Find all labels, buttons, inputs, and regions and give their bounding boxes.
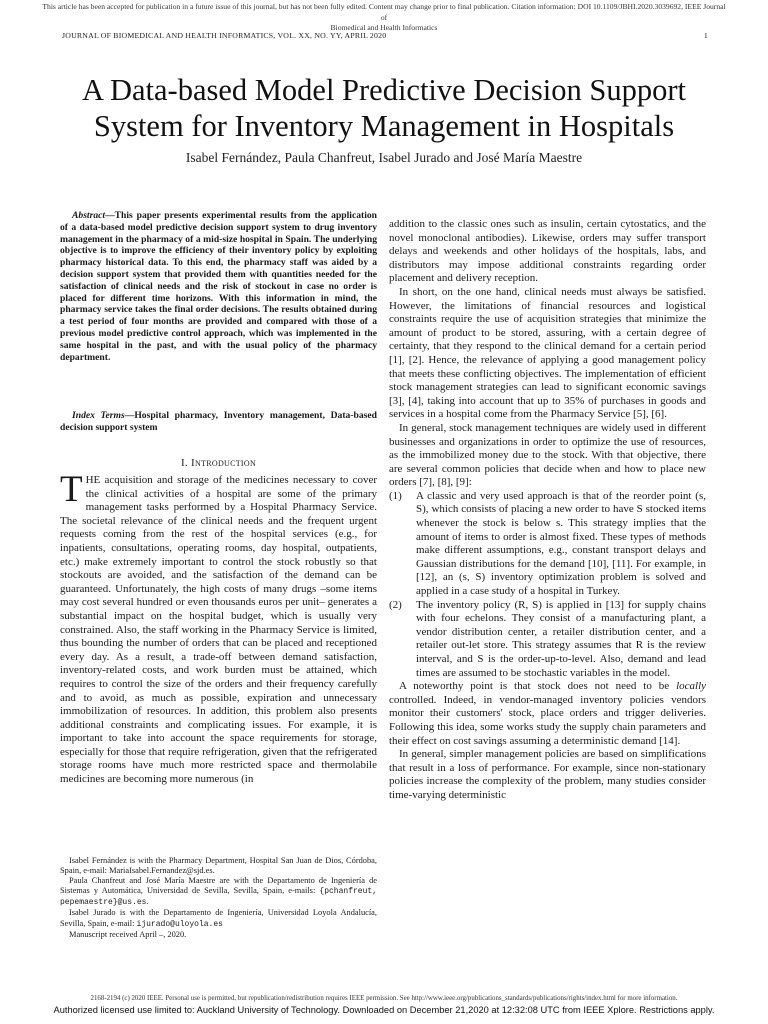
policy-list (389, 490, 706, 680)
index-terms (60, 410, 377, 434)
abstract-dash: — (105, 210, 115, 221)
abstract-label: Abstract (72, 210, 106, 221)
footnotes (60, 856, 377, 940)
paragraph-4-end: controlled. Indeed, in vendor-managed inventory policies vendors monitor their customers' stock, place orders and trigger deliveries. Following this idea, some works study the supply chain parameters and their effect on cost savings assuming a deterministic demand [14]. (389, 693, 706, 747)
paper-title-line1: A Data-based Model Predictive Decision Support (82, 73, 686, 107)
footnote-3-text: Isabel Jurado is with the Departamento de Ingeniería, Universidad Loyola Andalucía, Sevilla, Spain, e-mail: (60, 908, 377, 928)
paragraph-4-start: A noteworthy point is that stock does not need to be (399, 680, 670, 693)
index-terms-label: Index Terms (72, 410, 125, 421)
first-word-rest: HE (85, 474, 101, 486)
top-notice-line1: This article has been accepted for publication in a future issue of this journal, but has not been fully edited. Content may change prior to final publication. Citation information: DOI 10.1109/JBHI.2020.3039692, IEEE Journal of (42, 2, 726, 22)
abstract (60, 210, 377, 363)
footnote-3 (60, 908, 377, 929)
running-header (62, 31, 708, 40)
index-terms-dash: — (124, 410, 135, 421)
emphasized-word: locally (676, 680, 707, 693)
footnote-2 (60, 876, 377, 908)
section-heading-introduction (60, 457, 377, 469)
list-item (389, 599, 706, 681)
body-paragraph-2: In short, on the one hand, clinical needs must always be satisfied. However, the limitations of financial resources and logistical constraints require the use of acquisition strategies that minimize the amount of product to be stored, assuring, with a certain degree of certainty, that they respond to the clinical demand for a certain period [1], [2]. Hence, the relevance of applying a good management policy that meets these conflicting objectives. The implementation of efficient stock management strategies can lead to significant economic savings [3], [4], taking into account that up to 35% of purchases in goods and services in a hospital come from the Pharmacy Service [5], [6]. (389, 285, 706, 421)
body-paragraph-3: In general, stock management techniques are widely used in different businesses and organizations in order to optimize the use of resources, as the immobilized money due to the stock. With that objective, there are several common policies that decide when and how to place new orders [7], [8], [9]: (389, 421, 706, 489)
abstract-text: This paper presents experimental results from the application of a data-based model predictive decision support system to drug inventory management in the pharmacy of a mid-size hospital in Spain. The underlying objective is to improve the efficiency of their inventory policy by exploiting pharmacy historical data. To this end, the pharmacy staff was aided by a decision support system that provided them with quantities needed for the satisfaction of clinical needs and the risk of stockout in case no order is placed for different time horizons. With this information in mind, the pharmacy service takes the final order decisions. The results obtained during a test period of four months are provided and compared with those of a previous model predictive control approach, which was implemented in the same hospital in the past, and with the usual policy of the pharmacy department. (60, 210, 377, 363)
footnote-2-emails[interactable]: {pchanfreut, pepemaestre}@us.es (60, 887, 377, 908)
body-paragraph-5: In general, simpler management policies are based on simplifications that result in a loss of performance. For example, since non-stationary policies increase the complexity of the problem, many studies consider time-varying deterministic (389, 748, 706, 801)
index-terms-text: Hospital pharmacy, Inventory management, Data-based decision support system (60, 410, 377, 433)
section-numeral: I. (180, 457, 188, 469)
footnote-2-end: . (146, 897, 149, 907)
introduction-text: acquisition and storage of the medicines necessary to cover the clinical activities of a hospital are some of the primary management tasks performed by a Hospital Pharmacy Service. The societal relevance of the clinical needs and the frequent urgent requests coming from the rest of the hospital services (e.g., for inpatients, consultations, operating rooms, day hospital, outpatients, etc.) make extremely important to control the stock robustly so that stockouts are avoided, and the satisfaction of the demand can be guaranteed. Unfortunately, the high costs of many drugs –some items may cost several hundred or even thousands euros per unit– generates a substantial impact on the hospital budget, which is usually very constrained. Also, the staff working in the Pharmacy Service is limited, thus bounding the number of orders that can be placed and receptioned every day. As a result, a trade-off between demand satisfaction, inventory-related costs, and work burden must be attained, which requires to control the size of the orders and their frequency carefully and to avoid, as much as possible, expiration and unnecessary immobilization of resources. In addition, this problem also presents additional constraints and complicating issues. For example, it is important to take into account the space requirements for storage, especially for those that require refrigeration, given that the refrigerated storage rooms have much more restricted space and thermolabile medicines are becoming more numerous (in (60, 474, 378, 786)
footnote-1: Isabel Fernández is with the Pharmacy Department, Hospital San Juan de Dios, Córdoba, Spain, e-mail: MariaIsabel.Fernandez@sjd.es. (60, 856, 377, 876)
drop-cap: T (60, 469, 83, 510)
journal-name: JOURNAL OF BIOMEDICAL AND HEALTH INFORMATICS, VOL. XX, NO. YY, APRIL 2020 (62, 31, 387, 40)
list-item-label: (2) (389, 598, 402, 611)
footnote-3-email[interactable]: ijurado@uloyola.es (136, 919, 223, 929)
right-column-body (389, 218, 706, 803)
body-paragraph-1: addition to the classic ones such as insulin, certain cytostatics, and the novel monoclonal antibodies). Likewise, orders may suffer transport delays and weekends and other holidays of the hospitals, labs, and distributors may impose additional constraints regarding order placement and delivery reception. (389, 218, 706, 285)
list-item-label: (1) (389, 489, 402, 502)
list-item-text: The inventory policy (R, S) is applied in [13] for supply chains with four echelons. They consist of a manufacturing plant, a vendor distribution center, a retailer distribution center, and a retailer out-let store. This strategy assumes that R is the review interval, and S is the order-up-to-level. Also, demand and lead times are assumed to be stochastic variables in the model. (416, 598, 706, 679)
authorized-use-notice: Authorized licensed use limited to: Auckland University of Technology. Downloaded on December 21,2020 at 12:32:08 UTC from IEEE Xplore. Restrictions apply. (53, 1005, 715, 1015)
footnote-4: Manuscript received April –, 2020. (69, 929, 187, 939)
list-item-text: A classic and very used approach is that of the reorder point (s, S), which consists of placing a new order to have S stocked items whenever the stock is below s. This strategy implies that the amount of items to order is almost fixed. These types of methods make different assumptions, e.g., constant transport delays and Gaussian distributions for the demand [10], [11]. For example, in [12], an (s, S) inventory optimization problem is solved and applied in a case study of a hospital in Turkey. (416, 489, 706, 598)
body-paragraph-4 (389, 680, 706, 748)
page-number: 1 (703, 31, 708, 40)
paper-title (40, 72, 728, 144)
footnote-2-text: Paula Chanfreut and José María Maestre are with the Departamento de Ingeniería de Sistemas y Automática, Universidad de Sevilla, Sevilla, Spain, e-mails: (60, 876, 377, 896)
paper-title-line2: System for Inventory Management in Hospitals (93, 109, 675, 143)
section-title: Introduction (191, 457, 257, 469)
list-item (389, 490, 706, 599)
copyright-notice: 2168-2194 (c) 2020 IEEE. Personal use is permitted, but republication/redistribution requires IEEE permission. See http://www.ieee.org/publications_standards/publications/rights/index.html for more information. (90, 995, 678, 1002)
author-list: Isabel Fernández, Paula Chanfreut, Isabel Jurado and José María Maestre (185, 150, 583, 165)
top-notice (40, 2, 728, 34)
introduction-paragraph (60, 469, 378, 787)
top-notice-line2: Biomedical and Health Informatics (330, 23, 438, 33)
